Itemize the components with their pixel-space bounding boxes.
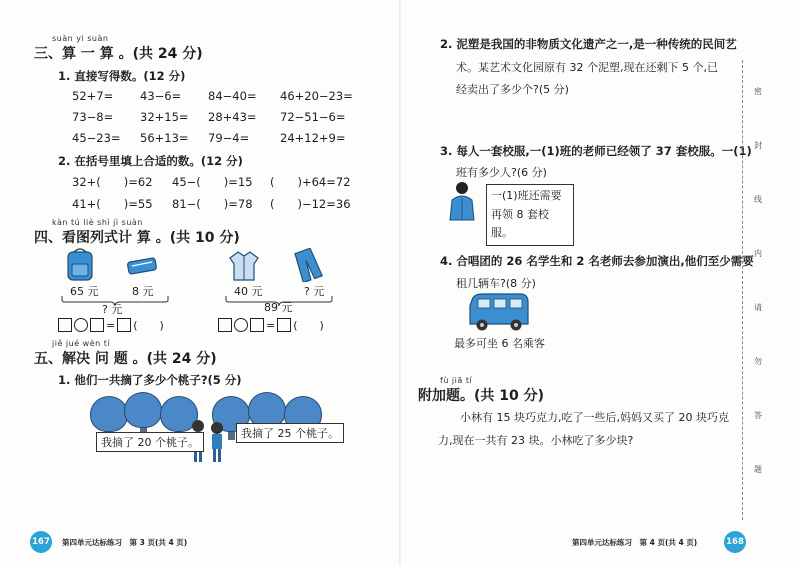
fill-blank-equation[interactable]: 41+( )=55	[72, 197, 153, 211]
trousers-icon	[293, 248, 322, 282]
q2-line: 2. 泥塑是我国的非物质文化遗产之一,是一种传统的民间艺	[440, 37, 737, 51]
bonus-line: 力,现在一共有 23 块。小林吃了多少块?	[438, 434, 634, 447]
answer-box[interactable]	[117, 318, 131, 332]
answer-box[interactable]	[250, 318, 264, 332]
q2-line: 经卖出了多少个?(5 分)	[456, 83, 569, 96]
footer-text: 第四单元达标练习 第 4 页(共 4 页)	[572, 538, 698, 547]
section5-title: 五、解决 问 题 。(共 24 分)	[34, 351, 217, 367]
page-number: 167	[30, 531, 52, 553]
answer-box[interactable]	[58, 318, 72, 332]
q4-line: 租几辆车?(8 分)	[456, 277, 536, 290]
seal-char: 密	[754, 87, 762, 96]
seal-char: 线	[754, 195, 762, 204]
equals-sign: =	[266, 318, 276, 332]
price-label: 8 元	[132, 285, 154, 298]
fill-blank-equation[interactable]: ( )+64=72	[270, 175, 351, 189]
seal-char: 勿	[754, 357, 762, 366]
unit-paren[interactable]: ( )	[133, 319, 164, 332]
section4-pinyin: kàn tú liè shì jì suàn	[52, 218, 143, 227]
total-label: 89 元	[264, 301, 293, 314]
equation: 24+12+9=	[280, 131, 346, 145]
answer-row-left[interactable]	[58, 317, 164, 333]
footer-text: 第四单元达标练习 第 3 页(共 4 页)	[62, 538, 188, 547]
bonus-pinyin: fù jiā tí	[440, 376, 473, 385]
section5-q1-label: 1. 他们一共摘了多少个桃子?(5 分)	[58, 373, 242, 387]
q4-line: 4. 合唱团的 26 名学生和 2 名老师去参加演出,他们至少需要	[440, 254, 754, 268]
jacket-icon	[230, 252, 258, 280]
operator-circle[interactable]	[234, 318, 248, 332]
price-label: 65 元	[70, 285, 99, 298]
equation: 43−6=	[140, 89, 182, 103]
van-caption: 最多可坐 6 名乘客	[454, 337, 545, 350]
equation: 32+15=	[140, 110, 189, 124]
section3-title: 三、算 一 算 。(共 24 分)	[34, 46, 203, 62]
equation: 79−4=	[208, 131, 250, 145]
seal-char: 答	[754, 411, 762, 420]
equation: 28+43=	[208, 110, 257, 124]
speech-sign: 我摘了 20 个桃子。	[96, 432, 204, 452]
backpack-pencilcase-illustration	[62, 248, 172, 282]
section3-q1-label: 1. 直接写得数。(12 分)	[58, 69, 186, 83]
price-label: 40 元	[234, 285, 263, 298]
answer-box[interactable]	[218, 318, 232, 332]
seal-char: 题	[754, 465, 762, 474]
unit-paren[interactable]: ( )	[293, 319, 324, 332]
seal-char: 内	[754, 249, 762, 258]
fill-blank-equation[interactable]: 81−( )=78	[172, 197, 253, 211]
bubble-line: 再领 8 套校服。	[491, 207, 549, 240]
fill-blank-equation[interactable]: ( )−12=36	[270, 197, 351, 211]
equation: 52+7=	[72, 89, 114, 103]
jacket-trousers-illustration	[226, 248, 336, 282]
fill-blank-equation[interactable]: 32+( )=62	[72, 175, 153, 189]
answer-box[interactable]	[277, 318, 291, 332]
fill-blank-equation[interactable]: 45−( )=15	[172, 175, 253, 189]
operator-circle[interactable]	[74, 318, 88, 332]
answer-row-right[interactable]	[218, 317, 324, 333]
answer-box[interactable]	[90, 318, 104, 332]
section3-pinyin: suàn yi suàn	[52, 34, 109, 43]
section5-pinyin: jiě jué wèn tí	[52, 339, 111, 348]
bonus-title: 附加题。(共 10 分)	[418, 388, 545, 404]
q3-line: 班有多少人?(6 分)	[456, 166, 547, 179]
van-icon	[466, 290, 532, 334]
equals-sign: =	[106, 318, 116, 332]
seal-char: 请	[754, 303, 762, 312]
speech-bubble	[486, 184, 574, 246]
teacher-icon	[446, 180, 480, 222]
equation: 72−51−6=	[280, 110, 346, 124]
backpack-icon	[68, 249, 92, 280]
seal-line	[742, 60, 743, 520]
page-gutter	[399, 0, 401, 566]
q2-line: 术。某艺术文化园原有 32 个泥塑,现在还剩下 5 个,已	[456, 61, 718, 74]
equation: 56+13=	[140, 131, 189, 145]
equation: 46+20−23=	[280, 89, 353, 103]
seal-char: 封	[754, 141, 762, 150]
equation: 73−8=	[72, 110, 114, 124]
tree-icon	[90, 396, 128, 432]
page-number: 168	[724, 531, 746, 553]
total-label: ? 元	[102, 303, 123, 316]
price-label: ? 元	[304, 285, 325, 298]
tree-icon	[124, 392, 162, 428]
equation: 84−40=	[208, 89, 257, 103]
equation: 45−23=	[72, 131, 121, 145]
section4-title: 四、看图列式计 算 。(共 10 分)	[34, 230, 240, 246]
speech-sign: 我摘了 25 个桃子。	[236, 423, 344, 443]
section3-q2-label: 2. 在括号里填上合适的数。(12 分)	[58, 154, 243, 168]
bonus-line: 小林有 15 块巧克力,吃了一些后,妈妈又买了 20 块巧克	[460, 411, 729, 424]
bubble-line: 一(1)班还需要	[491, 189, 562, 202]
pencil-case-icon	[127, 258, 157, 275]
q3-line: 3. 每人一套校服,一(1)班的老师已经领了 37 套校服。一(1)	[440, 144, 752, 158]
